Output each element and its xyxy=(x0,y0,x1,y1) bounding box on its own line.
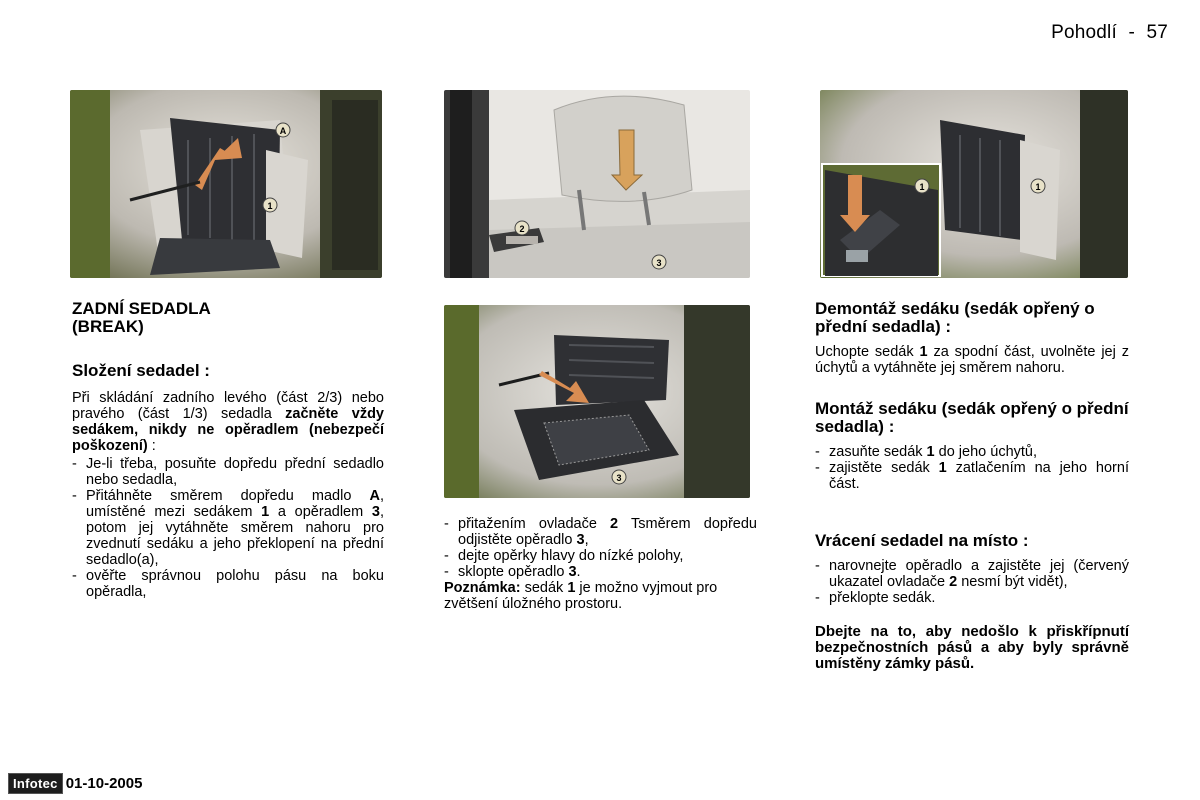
list-item: - dejte opěrky hlavy do nízké polohy, xyxy=(444,548,757,564)
list-item: - ověřte správnou polohu pásu na boku opěradla, xyxy=(72,568,384,600)
figure-label: 2 xyxy=(519,224,525,234)
figure-label: 3 xyxy=(656,258,662,268)
note-paragraph: Poznámka: sedák 1 je možno vyjmout pro zvětšení úložného prostoru. xyxy=(444,580,718,612)
list-item: - přitažením ovladače 2 Tsměrem dopředu odjistěte opěradlo 3, xyxy=(444,516,757,548)
list-item: - zajistěte sedák 1 zatlačením na jeho horní část. xyxy=(815,460,1129,492)
list-item: - zasuňte sedák 1 do jeho úchytů, xyxy=(815,444,1129,460)
page-footer xyxy=(8,773,142,794)
figure-label: 1 xyxy=(919,182,925,192)
subsection-heading: Montáž sedáku (sedák opřený o přední sedadla) : xyxy=(815,399,1129,436)
figure-label: 1 xyxy=(1035,182,1041,192)
note-label: Poznámka: xyxy=(444,580,521,596)
figure-seat-cushion-removal xyxy=(820,90,1128,278)
warning-paragraph: Dbejte na to, aby nedošlo k přiskřípnutí bezpečnostních pásů a aby byly správně umístěny zámky pásů. xyxy=(815,623,1129,672)
figure-seat-cushion-lift xyxy=(70,90,382,278)
page-header xyxy=(1051,22,1168,44)
instruction-list xyxy=(815,558,1129,606)
left-column xyxy=(72,300,384,600)
instruction-list xyxy=(815,444,1129,492)
middle-column xyxy=(444,516,757,612)
list-item: - sklopte opěradlo 3. xyxy=(444,564,757,580)
subsection-heading: Vrácení sedadel na místo : xyxy=(815,531,1029,550)
intro-warning: začněte vždy sedákem, nikdy ne opěradlem (nebezpečí poškození) xyxy=(72,406,384,454)
figure-label: 3 xyxy=(616,473,622,483)
list-item: - překlopte sedák. xyxy=(815,590,1129,606)
figure-label: 1 xyxy=(267,201,273,211)
list-item: - Je-li třeba, posuňte dopředu přední sedadlo nebo sedadla, xyxy=(72,456,384,488)
instruction-list xyxy=(72,456,384,600)
instruction-list xyxy=(444,516,757,580)
figure-backrest-fold xyxy=(444,305,750,498)
removal-paragraph: Uchopte sedák 1 za spodní část, uvolněte jej z úchytů a vytáhněte jej směrem nahoru. xyxy=(815,344,1129,376)
publisher-logo: Infotec xyxy=(8,773,63,794)
intro-paragraph: Při skládání zadního levého (část 2/3) nebo pravého (část 1/3) sedadla začněte vždy sedákem, nikdy ne opěradlem (nebezpečí poškození) : xyxy=(72,390,384,454)
figure-label: A xyxy=(279,126,287,136)
figure-headrest-release xyxy=(444,90,750,278)
section-title: Pohodlí xyxy=(1051,22,1117,43)
subsection-heading: Složení sedadel : xyxy=(72,361,210,380)
page-number: 57 xyxy=(1146,22,1168,43)
section-heading: ZADNÍ SEDADLA (BREAK) xyxy=(72,299,211,336)
list-item: - Přitáhněte směrem dopředu madlo A, umístěné mezi sedákem 1 a opěradlem 3, potom jej vytáhněte směrem nahoru pro zvednutí sedáku a jeho překlopení na přední sedadlo(a), xyxy=(72,488,384,568)
header-separator: - xyxy=(1128,22,1135,43)
list-item: - narovnejte opěradlo a zajistěte jej (červený ukazatel ovladače 2 nesmí být vidět), xyxy=(815,558,1129,590)
right-column xyxy=(815,300,1129,672)
subsection-heading: Demontáž sedáku (sedák opřený o přední sedadla) : xyxy=(815,299,1095,336)
print-date: 01-10-2005 xyxy=(65,775,143,792)
